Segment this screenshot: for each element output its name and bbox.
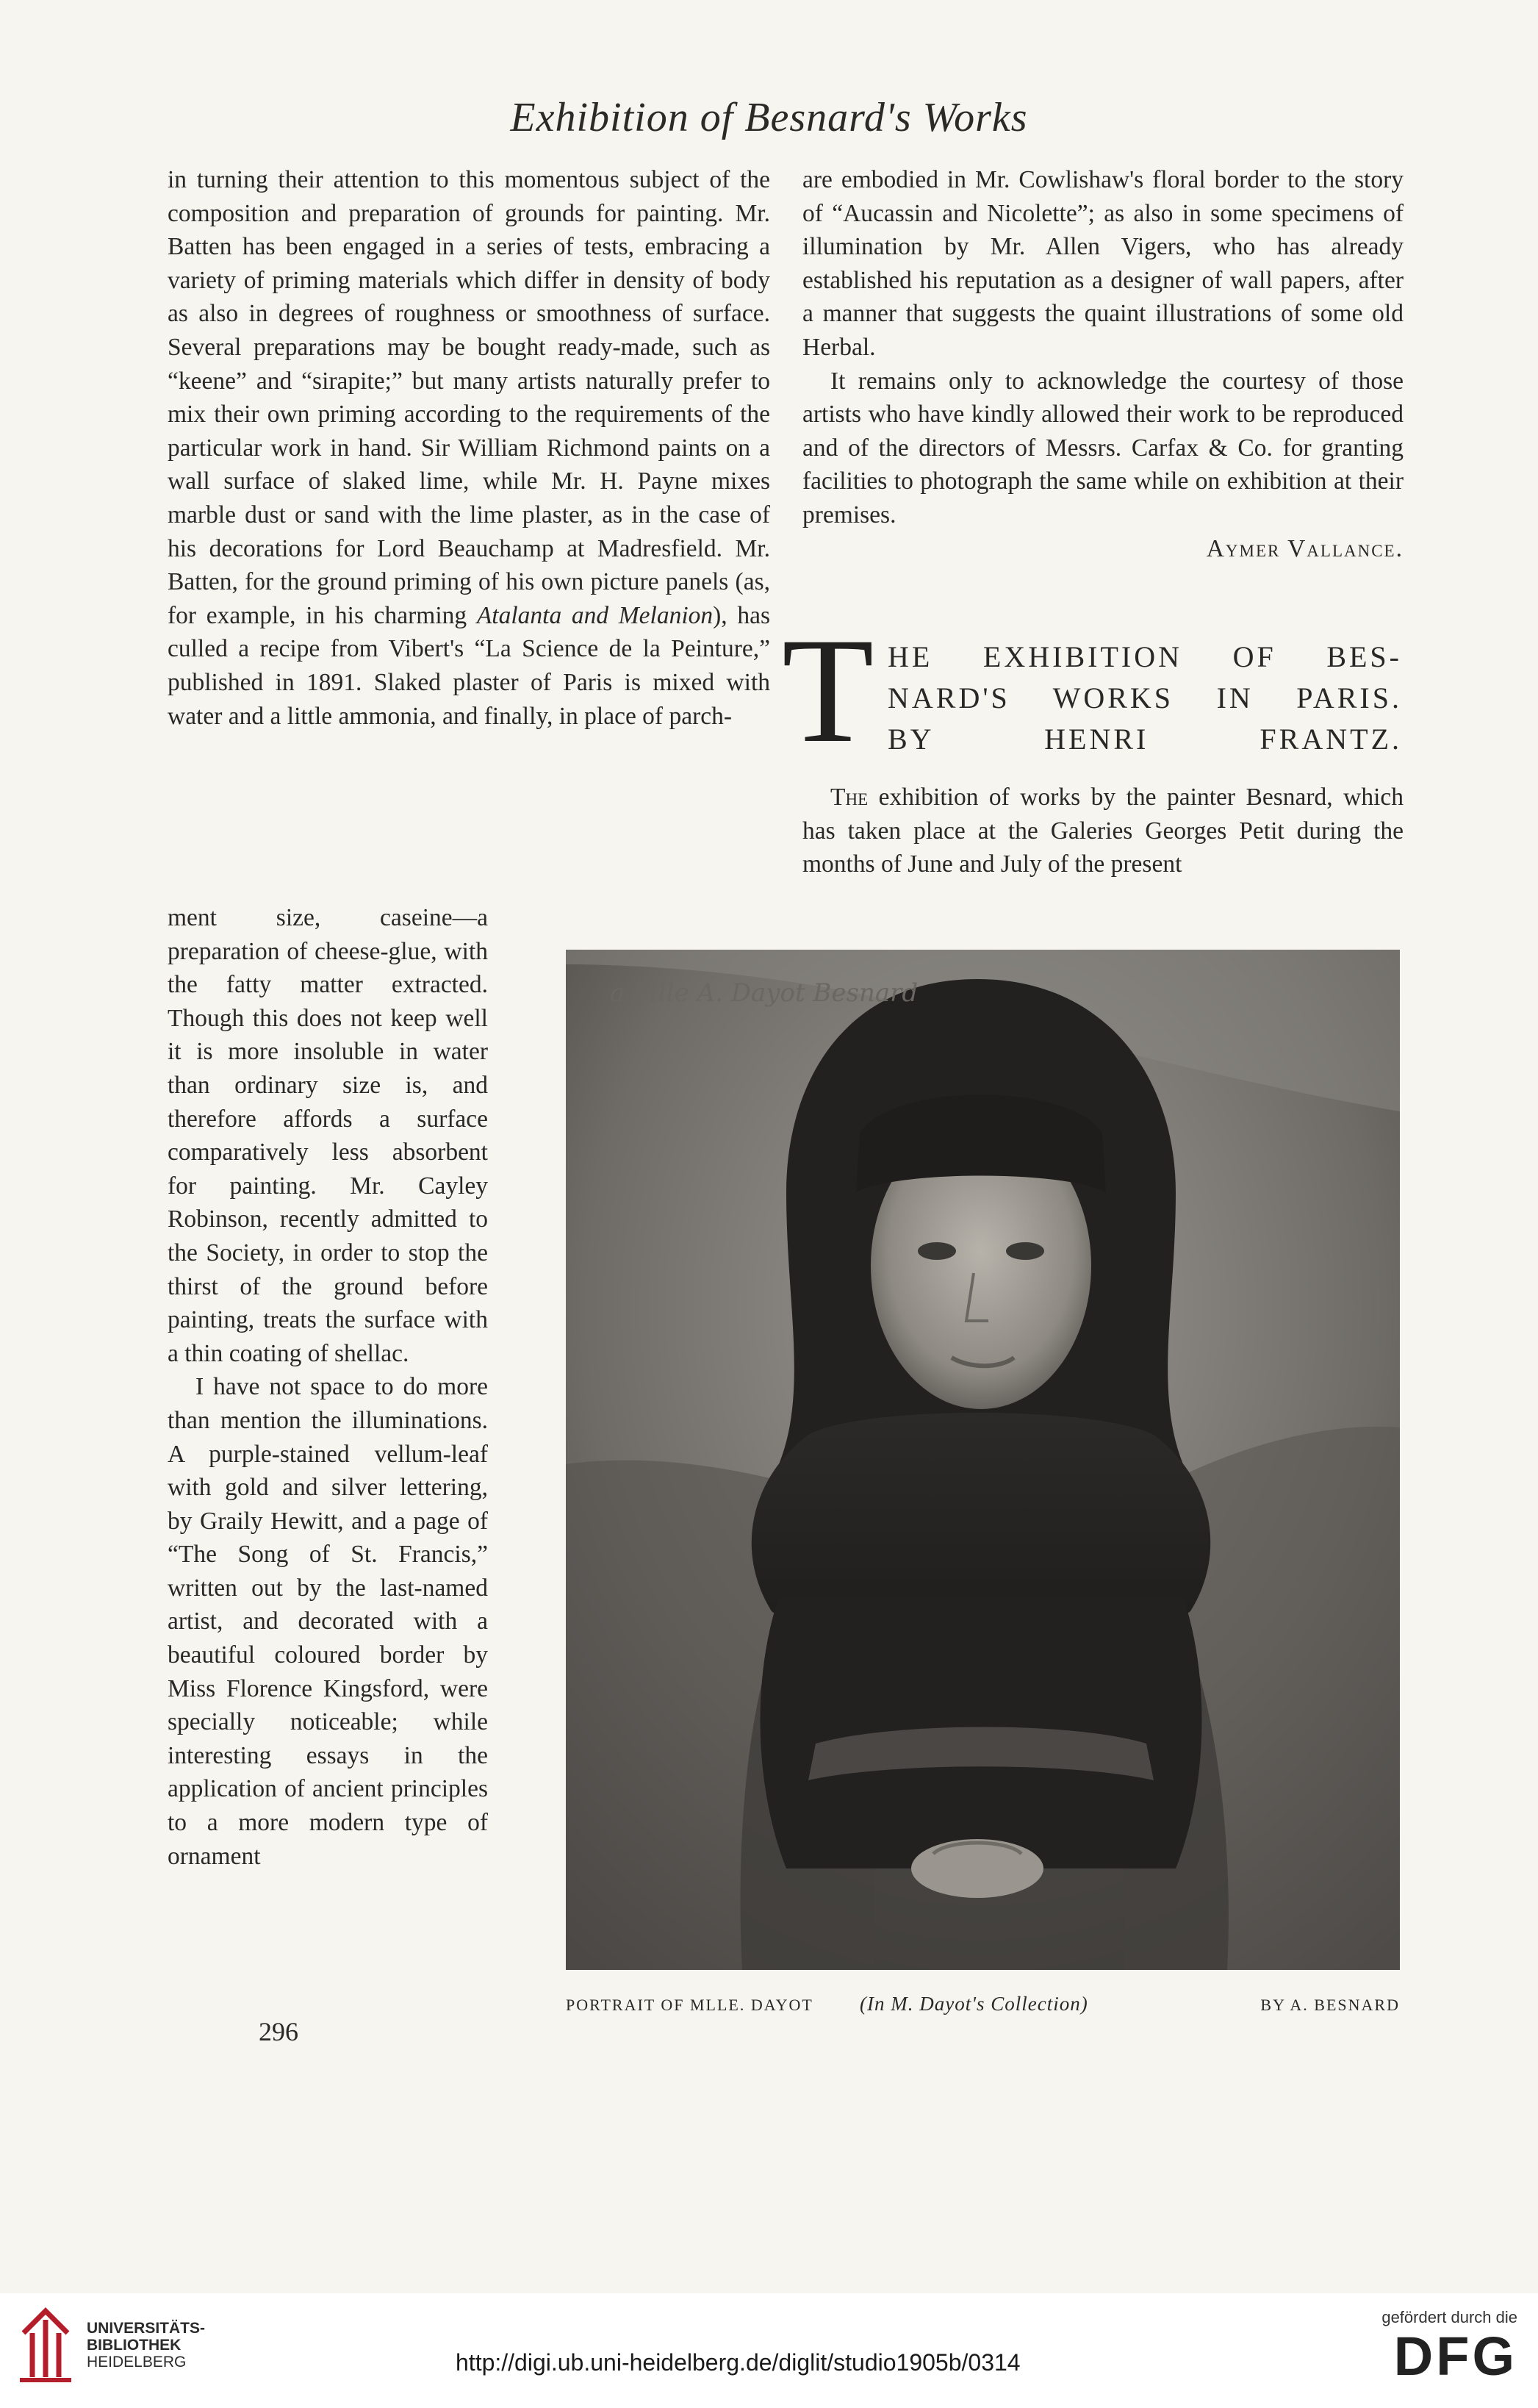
library-logo-icon: [16, 2304, 75, 2388]
caption-artist: BY A. BESNARD: [1260, 1996, 1400, 2014]
running-head: Exhibition of Besnard's Works: [510, 95, 1028, 140]
portrait-inscription: a Mlle A. Dayot Besnard: [610, 978, 919, 1008]
right-paragraph-2: It remains only to acknowledge the courtesy of those artists who have kindly allowed their work to be reproduced and of the directors of Messrs. Carfax & Co. for granting facilities to photograph the same while on exhibition at their premises.: [802, 367, 1404, 528]
page-number: 296: [259, 2017, 298, 2046]
left-narrow-column: [168, 901, 488, 1873]
headline-line-2: NARD'S WORKS IN PARIS.: [888, 681, 1402, 714]
lead-word: The: [830, 784, 869, 811]
left-paragraph-1: in turning their attention to this momentous subject of the composition and preparation of grounds for painting. Mr. Batten has been engaged in a series of tests, embracing a variety of priming materials which differ in density of body as also in degrees of roughness or smoothness of surface. Several preparations may be bought ready-made, such as “keene” and “sirapite;” but many artists naturally prefer to mix their own priming according to the requirements of the particular work in hand. Sir William Richmond paints on a wall surface of slaked lime, while Mr. H. Payne mixes marble dust or sand with the lime plaster, as in the case of his decorations for Lord Beauchamp at Madresfield. Mr. Batten, for the ground priming of his own picture panels (as, for example, in his charming Atalanta and Melanion), has culled a recipe from Vibert's “La Science de la Peinture,” published in 1891. Slaked plaster of Paris is mixed with water and a little ammonia, and finally, in place of parch-: [168, 166, 770, 730]
portrait-illustration: [566, 950, 1400, 1970]
article-body: [802, 781, 1404, 881]
left-narrow-paragraph-2: I have not space to do more than mention the illuminations. A purple-stained vellum-leaf with gold and silver lettering, by Graily Hewitt, and a page of “The Song of St. Francis,” written out by the last-named artist, and decorated with a beautiful coloured border by Miss Florence Kingsford, were specially noticeable; while interesting essays in the application of ancient principles to a more modern type of ornament: [168, 1373, 488, 1870]
italic-title: Atalanta and Melanion: [476, 601, 714, 629]
drop-cap: T: [782, 607, 874, 774]
portrait-drawing: [566, 950, 1400, 1970]
sponsor-block: [1381, 2308, 1517, 2386]
source-url-link[interactable]: http://digi.ub.uni-heidelberg.de/diglit/studio1905b/0314: [456, 2349, 1021, 2376]
right-paragraph-1: are embodied in Mr. Cowlishaw's floral border to the story of “Aucassin and Nicolette”; as also in some specimens of illumination by Mr. Allen Vigers, who has already established his reputation as a designer of wall papers, after a manner that suggests the quaint illustrations of some old Herbal.: [802, 166, 1404, 361]
dfg-logo: DFG: [1393, 2326, 1517, 2387]
headline-line-3: BY HENRI FRANTZ.: [888, 723, 1402, 756]
digitization-footer: [0, 2293, 1538, 2408]
left-narrow-paragraph-1: ment size, caseine—a preparation of cheese-glue, with the fatty matter extracted. Though this does not keep well it is more insoluble in water than ordinary size is, and therefore affords a surface comparatively less absorbent for painting. Mr. Cayley Robinson, recently admitted to the Society, in order to stop the thirst of the ground before painting, treats the surface with a thin coating of shellac.: [168, 904, 488, 1367]
sponsor-text: gefördert durch die: [1381, 2308, 1517, 2326]
caption-collection: (In M. Dayot's Collection): [860, 1993, 1088, 2015]
headline-line-1: HE EXHIBITION OF BES-: [888, 640, 1402, 673]
left-column: [168, 163, 770, 733]
article-headline: [777, 607, 1406, 774]
library-name: UNIVERSITÄTS- BIBLIOTHEK HEIDELBERG: [87, 2320, 206, 2371]
caption-title: PORTRAIT OF MLLE. DAYOT: [566, 1996, 813, 2014]
author-signature: Aymer Vallance.: [1206, 534, 1404, 562]
right-column: [802, 163, 1404, 565]
headline-text: [888, 637, 1402, 760]
article-paragraph-1: The exhibition of works by the painter Besnard, which has taken place at the Galeries Georges Petit during the months of June and July of the present: [802, 784, 1404, 878]
